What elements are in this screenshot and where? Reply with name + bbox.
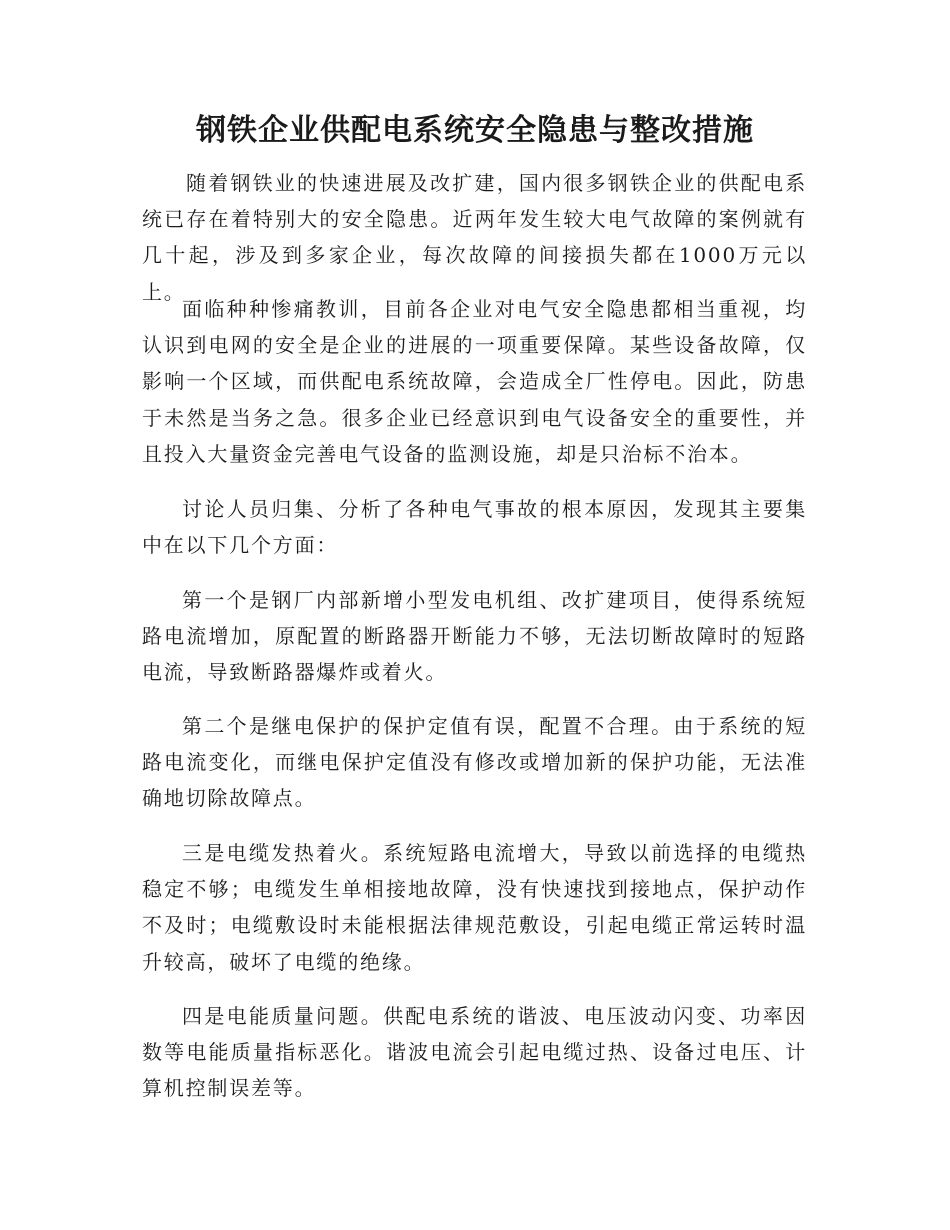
paragraph-cause-4: 四是电能质量问题。供配电系统的谐波、电压波动闪变、功率因数等电能质量指标恶化。谐波电流会引起电缆过热、设备过电压、计算机控制误差等。 [142, 1004, 807, 1101]
paragraph-cause-1: 第一个是钢厂内部新增小型发电机组、改扩建项目，使得系统短路电流增加，原配置的断路器开断能力不够，无法切断故障时的短路电流，导致断路器爆炸或着火。 [142, 588, 807, 685]
paragraph-lessons: 面临种种惨痛教训，目前各企业对电气安全隐患都相当重视，均认识到电网的安全是企业的进展的一项重要保障。某些设备故障，仅影响一个区域，而供配电系统故障，会造成全厂性停电。因此，防患于未然是当务之急。很多企业已经意识到电气设备安全的重要性，并且投入大量资金完善电气设备的监测设施，却是只治标不治本。 [142, 297, 807, 466]
paragraph-cause-2: 第二个是继电保护的保护定值有误，配置不合理。由于系统的短路电流变化，而继电保护定值没有修改或增加新的保护功能，无法准确地切除故障点。 [142, 714, 807, 811]
paragraph-intro: 随着钢铁业的快速进展及改扩建，国内很多钢铁企业的供配电系统已存在着特别大的安全隐患。近两年发生较大电气故障的案例就有几十起，涉及到多家企业，每次故障的间接损失都在1000万元以上。 [142, 171, 807, 304]
paragraph-causes-summary: 讨论人员归集、分析了各种电气事故的根本原因，发现其主要集中在以下几个方面： [142, 497, 807, 558]
paragraph-cause-3: 三是电缆发热着火。系统短路电流增大，导致以前选择的电缆热稳定不够；电缆发生单相接地故障，没有快速找到接地点，保护动作不及时；电缆敷设时未能根据法律规范敷设，引起电缆正常运转时温升较高，破坏了电缆的绝缘。 [142, 841, 807, 974]
document-title: 钢铁企业供配电系统安全隐患与整改措施 [196, 113, 754, 148]
